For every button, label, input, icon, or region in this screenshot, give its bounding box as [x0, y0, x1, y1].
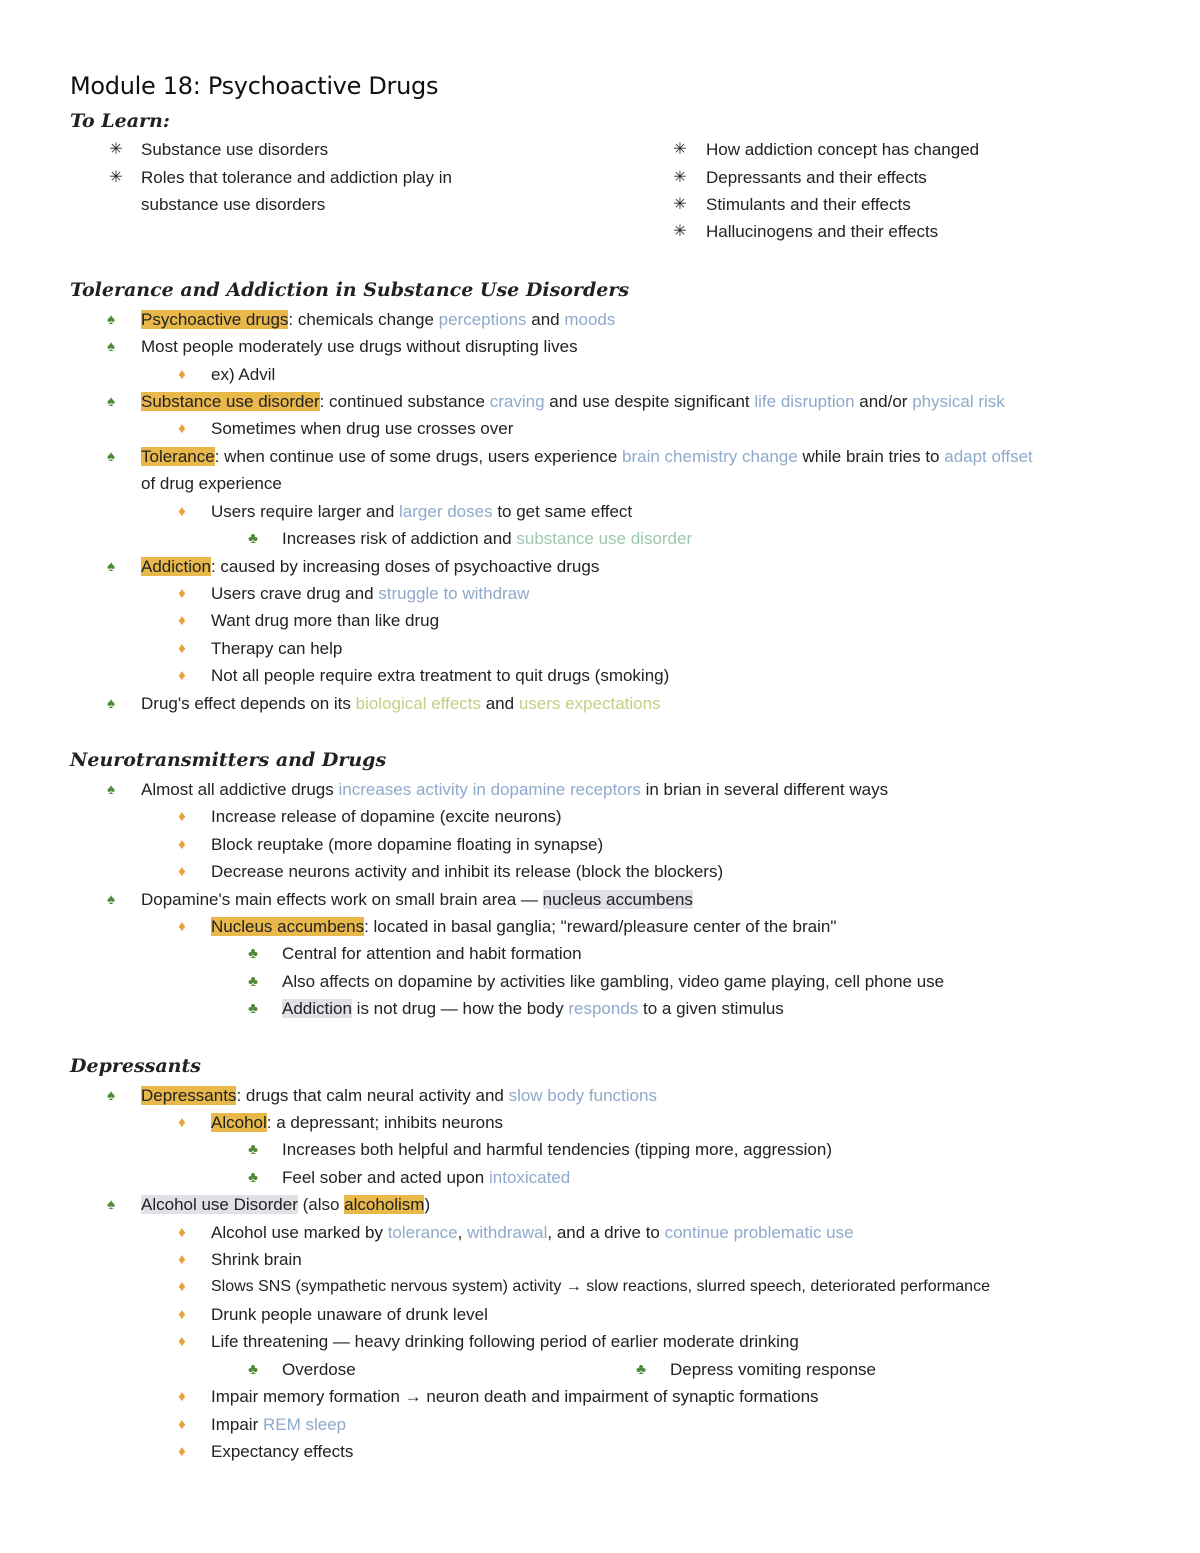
club-bullet-icon: ♣: [248, 530, 258, 547]
asterisk-bullet-icon: ✳: [673, 223, 687, 240]
diamond-bullet-icon: ♦: [178, 612, 186, 629]
note-line: Alcohol use Disorder (also alcoholism): [141, 1195, 431, 1214]
diamond-bullet-icon: ♦: [178, 1224, 186, 1241]
note-line: ex) Advil: [211, 365, 276, 384]
diamond-bullet-icon: ♦: [178, 1443, 186, 1460]
to-learn-item: Depressants and their effects: [706, 168, 927, 187]
club-bullet-icon: ♣: [248, 1000, 258, 1017]
diamond-bullet-icon: ♦: [178, 366, 186, 383]
note-line: Shrink brain: [211, 1250, 302, 1269]
note-line: Life threatening — heavy drinking following period of earlier moderate drinking: [211, 1332, 799, 1351]
club-bullet-icon: ♣: [248, 945, 258, 962]
note-line: Expectancy effects: [211, 1442, 354, 1461]
club-bullet-icon: ♣: [636, 1361, 646, 1378]
diamond-bullet-icon: ♦: [178, 1416, 186, 1433]
note-line: Therapy can help: [211, 639, 343, 658]
spade-bullet-icon: ♠: [107, 781, 115, 798]
spade-bullet-icon: ♠: [107, 891, 115, 908]
note-line: Addiction is not drug — how the body responds to a given stimulus: [282, 999, 784, 1018]
note-line: Addiction: caused by increasing doses of psychoactive drugs: [141, 557, 600, 576]
note-line: Increases both helpful and harmful tendencies (tipping more, aggression): [282, 1140, 832, 1159]
spade-bullet-icon: ♠: [107, 311, 115, 328]
spade-bullet-icon: ♠: [107, 338, 115, 355]
diamond-bullet-icon: ♦: [178, 1333, 186, 1350]
note-line: Impair memory formation → neuron death and impairment of synaptic formations: [211, 1387, 819, 1406]
note-line: Users require larger and larger doses to get same effect: [211, 502, 633, 521]
note-line: Feel sober and acted upon intoxicated: [282, 1168, 571, 1187]
note-line: Almost all addictive drugs increases activity in dopamine receptors in brian in several different ways: [141, 780, 889, 799]
note-line: Also affects on dopamine by activities like gambling, video game playing, cell phone use: [282, 972, 945, 991]
asterisk-bullet-icon: ✳: [109, 141, 123, 158]
diamond-bullet-icon: ♦: [178, 420, 186, 437]
to-learn-item-cont: substance use disorders: [141, 195, 326, 214]
diamond-bullet-icon: ♦: [178, 585, 186, 602]
diamond-bullet-icon: ♦: [178, 640, 186, 657]
note-line: Psychoactive drugs: chemicals change perceptions and moods: [141, 310, 616, 329]
to-learn-item: How addiction concept has changed: [706, 140, 980, 159]
asterisk-bullet-icon: ✳: [673, 196, 687, 213]
to-learn-item: Substance use disorders: [141, 140, 329, 159]
to-learn-heading: To Learn:: [70, 110, 170, 132]
section-heading: Tolerance and Addiction in Substance Use Disorders: [70, 279, 630, 301]
note-line: Depressants: drugs that calm neural activity and slow body functions: [141, 1086, 657, 1105]
note-line: Not all people require extra treatment to quit drugs (smoking): [211, 666, 670, 685]
diamond-bullet-icon: ♦: [178, 863, 186, 880]
diamond-bullet-icon: ♦: [178, 1114, 186, 1131]
note-line: Tolerance: when continue use of some drugs, users experience brain chemistry change while brain tries to adapt offset: [141, 447, 1033, 466]
note-line: Dopamine's main effects work on small brain area — nucleus accumbens: [141, 890, 693, 909]
spade-bullet-icon: ♠: [107, 558, 115, 575]
note-line: Alcohol use marked by tolerance, withdrawal, and a drive to continue problematic use: [211, 1223, 854, 1242]
note-line: Depress vomiting response: [670, 1360, 876, 1379]
diamond-bullet-icon: ♦: [178, 1278, 186, 1295]
note-line: Users crave drug and struggle to withdraw: [211, 584, 530, 603]
spade-bullet-icon: ♠: [107, 695, 115, 712]
note-line: Increase release of dopamine (excite neurons): [211, 807, 562, 826]
diamond-bullet-icon: ♦: [178, 503, 186, 520]
note-line: Alcohol: a depressant; inhibits neurons: [211, 1113, 504, 1132]
note-line: Substance use disorder: continued substance craving and use despite significant life disruption and/or physical risk: [141, 392, 1005, 411]
diamond-bullet-icon: ♦: [178, 1388, 186, 1405]
club-bullet-icon: ♣: [248, 973, 258, 990]
section-heading: Depressants: [70, 1055, 201, 1077]
note-line-cont: of drug experience: [141, 474, 282, 493]
to-learn-item: Hallucinogens and their effects: [706, 222, 939, 241]
diamond-bullet-icon: ♦: [178, 836, 186, 853]
spade-bullet-icon: ♠: [107, 448, 115, 465]
asterisk-bullet-icon: ✳: [673, 169, 687, 186]
note-line: Central for attention and habit formation: [282, 944, 582, 963]
diamond-bullet-icon: ♦: [178, 808, 186, 825]
club-bullet-icon: ♣: [248, 1141, 258, 1158]
note-line: Block reuptake (more dopamine floating in synapse): [211, 835, 604, 854]
note-line: Want drug more than like drug: [211, 611, 440, 630]
asterisk-bullet-icon: ✳: [109, 169, 123, 186]
to-learn-item: Stimulants and their effects: [706, 195, 911, 214]
note-line: Nucleus accumbens: located in basal ganglia; "reward/pleasure center of the brain": [211, 917, 837, 936]
note-line: Overdose: [282, 1360, 356, 1379]
note-line: Increases risk of addiction and substance use disorder: [282, 529, 693, 548]
spade-bullet-icon: ♠: [107, 1087, 115, 1104]
note-line: Decrease neurons activity and inhibit its release (block the blockers): [211, 862, 724, 881]
note-line: Sometimes when drug use crosses over: [211, 419, 514, 438]
diamond-bullet-icon: ♦: [178, 667, 186, 684]
diamond-bullet-icon: ♦: [178, 1251, 186, 1268]
note-line: Slows SNS (sympathetic nervous system) activity → slow reactions, slurred speech, deteriorated performance: [211, 1278, 990, 1295]
diamond-bullet-icon: ♦: [178, 918, 186, 935]
spade-bullet-icon: ♠: [107, 1196, 115, 1213]
note-line: Impair REM sleep: [211, 1415, 347, 1434]
section-heading: Neurotransmitters and Drugs: [70, 749, 387, 771]
page-title: Module 18: Psychoactive Drugs: [70, 72, 439, 100]
note-line: Most people moderately use drugs without disrupting lives: [141, 337, 578, 356]
club-bullet-icon: ♣: [248, 1169, 258, 1186]
to-learn-item: Roles that tolerance and addiction play in: [141, 168, 452, 187]
diamond-bullet-icon: ♦: [178, 1306, 186, 1323]
asterisk-bullet-icon: ✳: [673, 141, 687, 158]
note-line: Drug's effect depends on its biological effects and users expectations: [141, 694, 661, 713]
note-line: Drunk people unaware of drunk level: [211, 1305, 488, 1324]
club-bullet-icon: ♣: [248, 1361, 258, 1378]
spade-bullet-icon: ♠: [107, 393, 115, 410]
